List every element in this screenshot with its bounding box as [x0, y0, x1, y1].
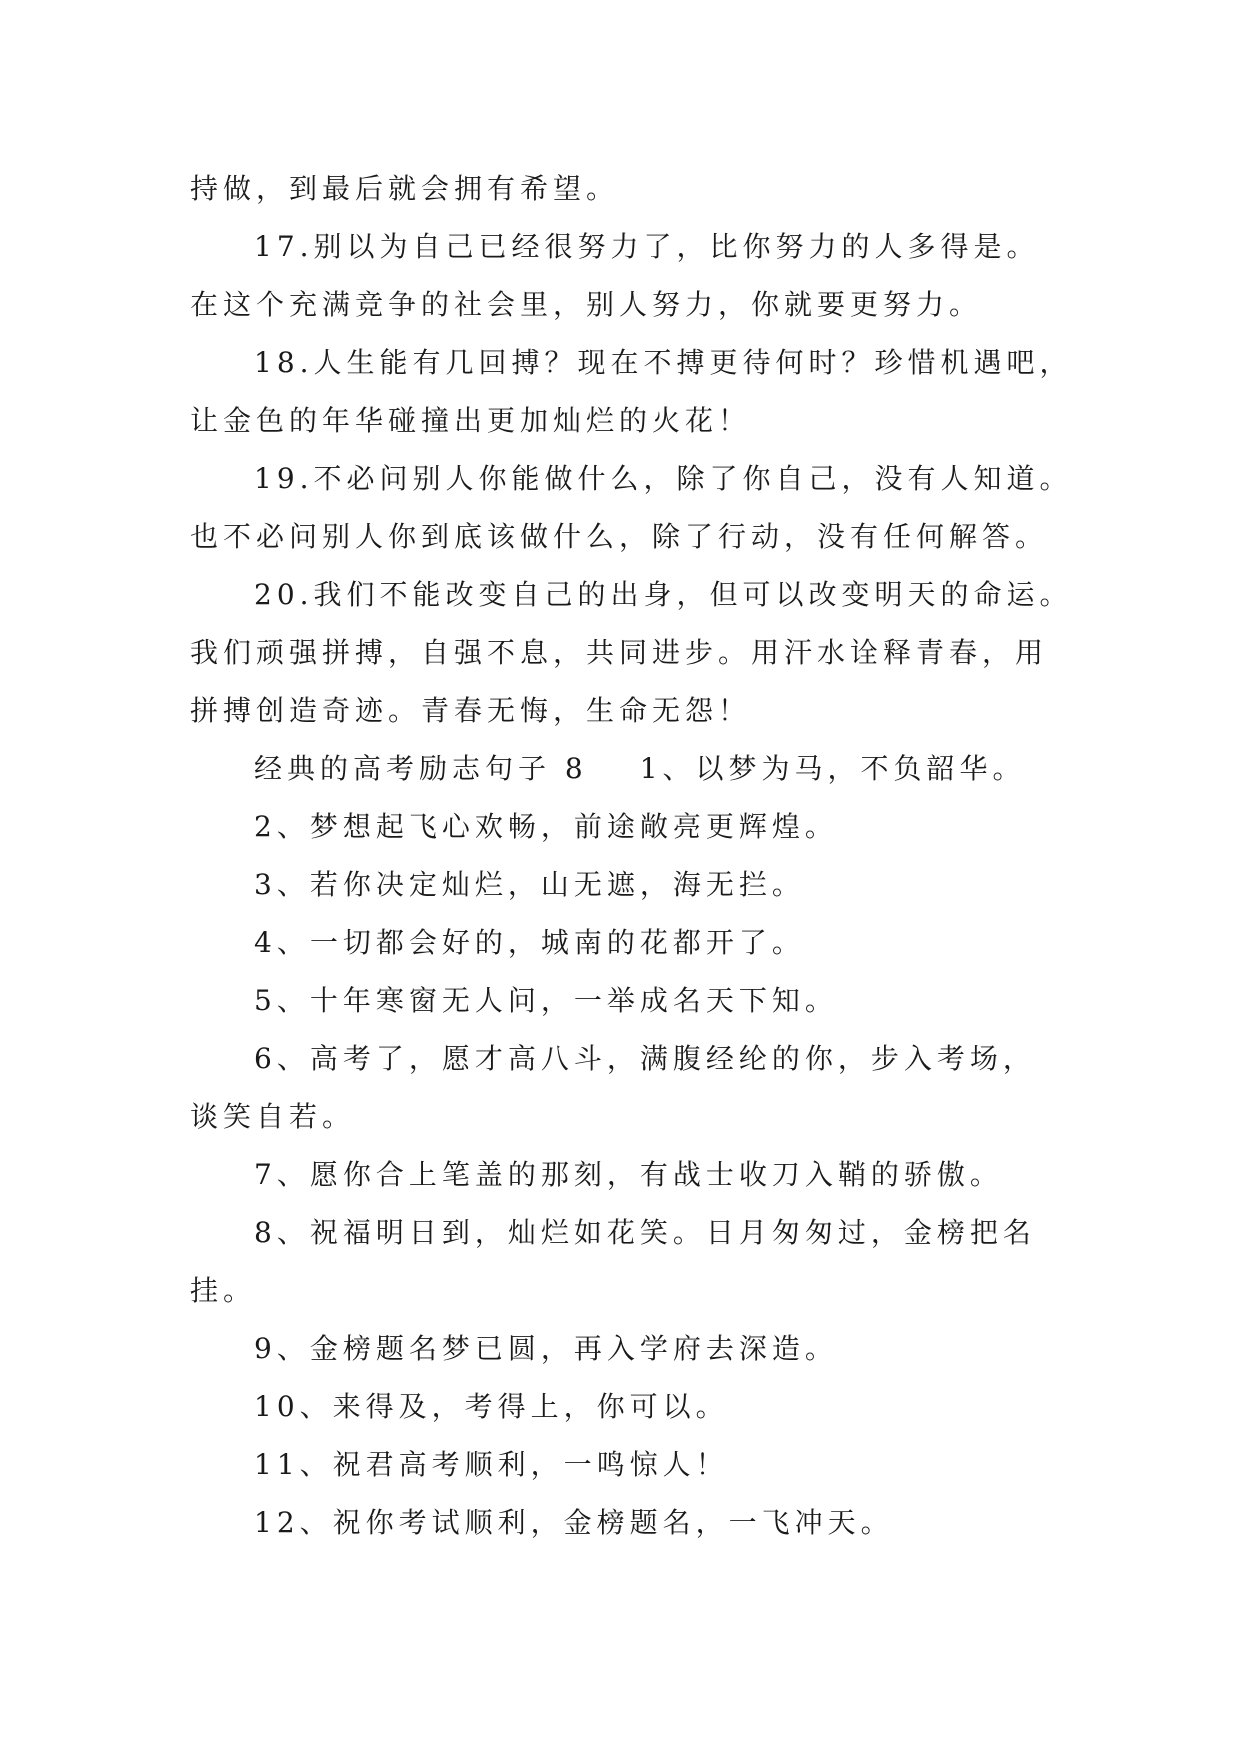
- list-item: 8、祝福明日到，灿烂如花笑。日月匆匆过，金榜把名: [254, 1216, 1036, 1249]
- list-item: 7、愿你合上笔盖的那刻，有战士收刀入鞘的骄傲。: [254, 1158, 1003, 1191]
- list-item-continuation: 挂。: [190, 1274, 257, 1307]
- list-item-continuation: 谈笑自若。: [190, 1100, 356, 1133]
- section-heading-line: [190, 740, 1060, 798]
- list-item: 3、若你决定灿烂，山无遮，海无拦。: [254, 868, 805, 901]
- document-body: [190, 160, 1073, 1552]
- section-heading: 经典的高考励志句子 8: [254, 752, 588, 785]
- list-item: 2、梦想起飞心欢畅，前途敞亮更辉煌。: [254, 810, 838, 843]
- paragraph-line: 在这个充满竞争的社会里，别人努力，你就要更努力。: [190, 288, 983, 321]
- paragraph-line: 持做，到最后就会拥有希望。: [190, 172, 620, 205]
- list-item: 5、十年寒窗无人问，一举成名天下知。: [254, 984, 838, 1017]
- paragraph-line: 拼搏创造奇迹。青春无悔，生命无怨！: [190, 694, 752, 727]
- list-item: 9、金榜题名梦已圆，再入学府去深造。: [254, 1332, 838, 1365]
- list-item: 10、来得及，考得上，你可以。: [254, 1390, 729, 1423]
- quote-20-line: 20.我们不能改变自己的出身，但可以改变明天的命运。: [254, 578, 1073, 611]
- list-item: 4、一切都会好的，城南的花都开了。: [254, 926, 805, 959]
- list-item: 11、祝君高考顺利，一鸣惊人！: [254, 1448, 729, 1481]
- quote-18-line: 18.人生能有几回搏？现在不搏更待何时？珍惜机遇吧，: [254, 346, 1073, 379]
- section-first-item: 1、以梦为马，不负韶华。: [639, 752, 1026, 785]
- list-item: 6、高考了，愿才高八斗，满腹经纶的你，步入考场，: [254, 1042, 1036, 1075]
- quote-17-line: 17.别以为自己已经很努力了，比你努力的人多得是。: [254, 230, 1040, 263]
- paragraph-line: 让金色的年华碰撞出更加灿烂的火花！: [190, 404, 752, 437]
- paragraph-line: 也不必问别人你到底该做什么，除了行动，没有任何解答。: [190, 520, 1049, 553]
- list-item: 12、祝你考试顺利，金榜题名，一飞冲天。: [254, 1506, 894, 1539]
- quote-19-line: 19.不必问别人你能做什么，除了你自己，没有人知道。: [254, 462, 1073, 495]
- paragraph-line: 我们顽强拼搏，自强不息，共同进步。用汗水诠释青春，用: [190, 636, 1049, 669]
